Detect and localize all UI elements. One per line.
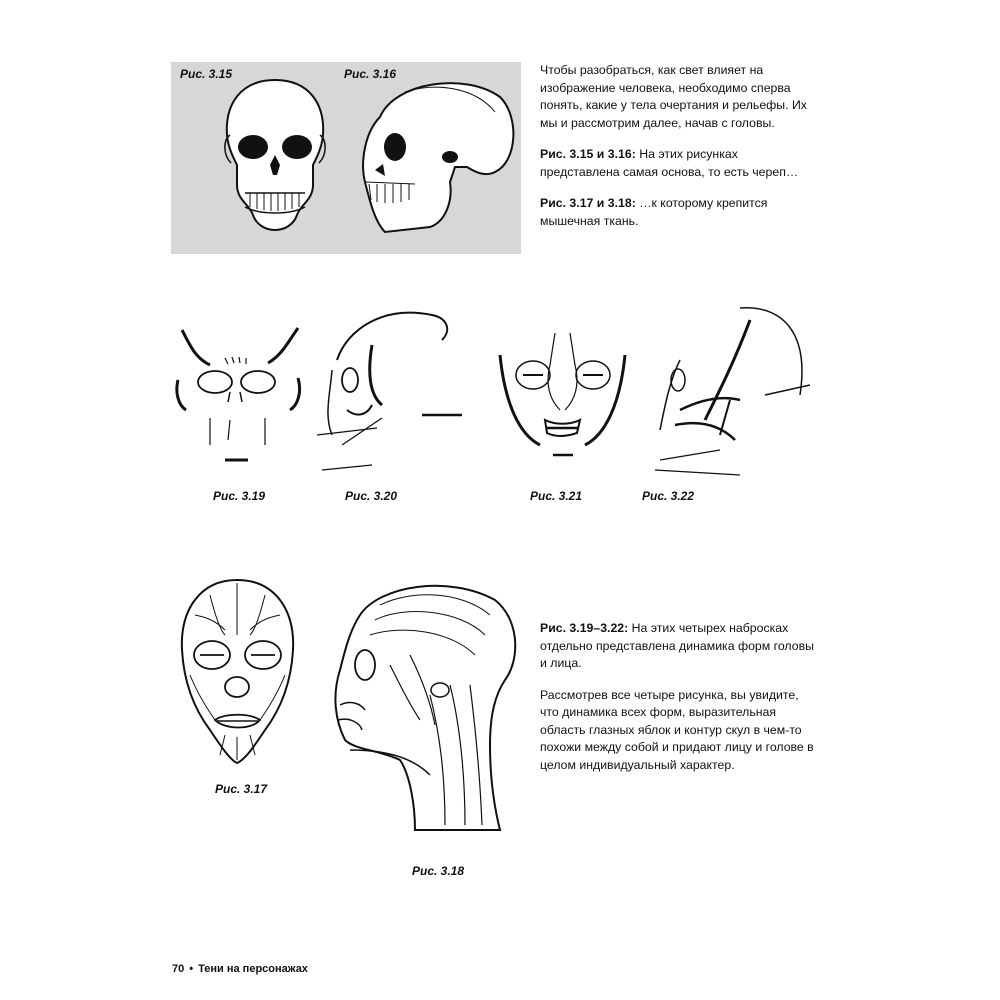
sketch-fig-3-20	[312, 300, 472, 475]
skull-side-drawing	[355, 72, 520, 242]
muscle-figures-paragraph	[540, 195, 815, 230]
dynamics-text-block	[540, 620, 815, 788]
page-footer	[172, 963, 308, 975]
intro-text-block	[540, 62, 815, 244]
sketch-fig-3-19	[170, 320, 310, 470]
dynamics-paragraph	[540, 620, 815, 673]
caption-fig-3-15: Рис. 3.15	[180, 67, 233, 81]
skull-figures-label: Рис. 3.15 и 3.16:	[540, 147, 636, 161]
conclusion-paragraph: Рассмотрев все четыре рисунка, вы увидите, что динамика всех форм, выразительная область глазных яблок и контур скул в чем-то похожи между собой и придают лицу и голове в целом индивидуальный характер.	[540, 687, 814, 772]
skull-figures-text: На этих рисунках представлена самая основа, то есть череп…	[540, 147, 799, 179]
caption-fig-3-20: Рис. 3.20	[345, 489, 398, 503]
muscle-head-side-drawing	[320, 575, 525, 835]
caption-fig-3-19: Рис. 3.19	[213, 489, 266, 503]
muscle-figures-label: Рис. 3.17 и 3.18:	[540, 196, 636, 210]
dynamics-text: На этих четырех набросках отдельно представлена динамика форм головы и лица.	[540, 621, 814, 670]
footer-bullet: •	[189, 963, 194, 975]
caption-fig-3-22: Рис. 3.22	[642, 489, 695, 503]
skull-figures-paragraph	[540, 146, 815, 181]
muscle-figures-text: …к которому крепится мышечная ткань.	[540, 196, 768, 228]
sketch-fig-3-22	[640, 300, 815, 475]
intro-paragraph: Чтобы разобраться, как свет влияет на изображение человека, необходимо сперва понять, какие у тела очертания и рельефы. Их мы и рассмотрим далее, начав с головы.	[540, 63, 807, 130]
sketch-fig-3-21	[495, 325, 630, 475]
caption-fig-3-17: Рис. 3.17	[215, 782, 268, 796]
caption-fig-3-21: Рис. 3.21	[530, 489, 583, 503]
caption-fig-3-16: Рис. 3.16	[344, 67, 397, 81]
section-title: Тени на персонажах	[198, 963, 308, 975]
skull-front-drawing	[215, 75, 335, 245]
caption-fig-3-18: Рис. 3.18	[412, 864, 465, 878]
page-number: 70	[172, 963, 185, 975]
muscle-face-front-drawing	[170, 575, 305, 770]
dynamics-label: Рис. 3.19–3.22:	[540, 621, 629, 635]
